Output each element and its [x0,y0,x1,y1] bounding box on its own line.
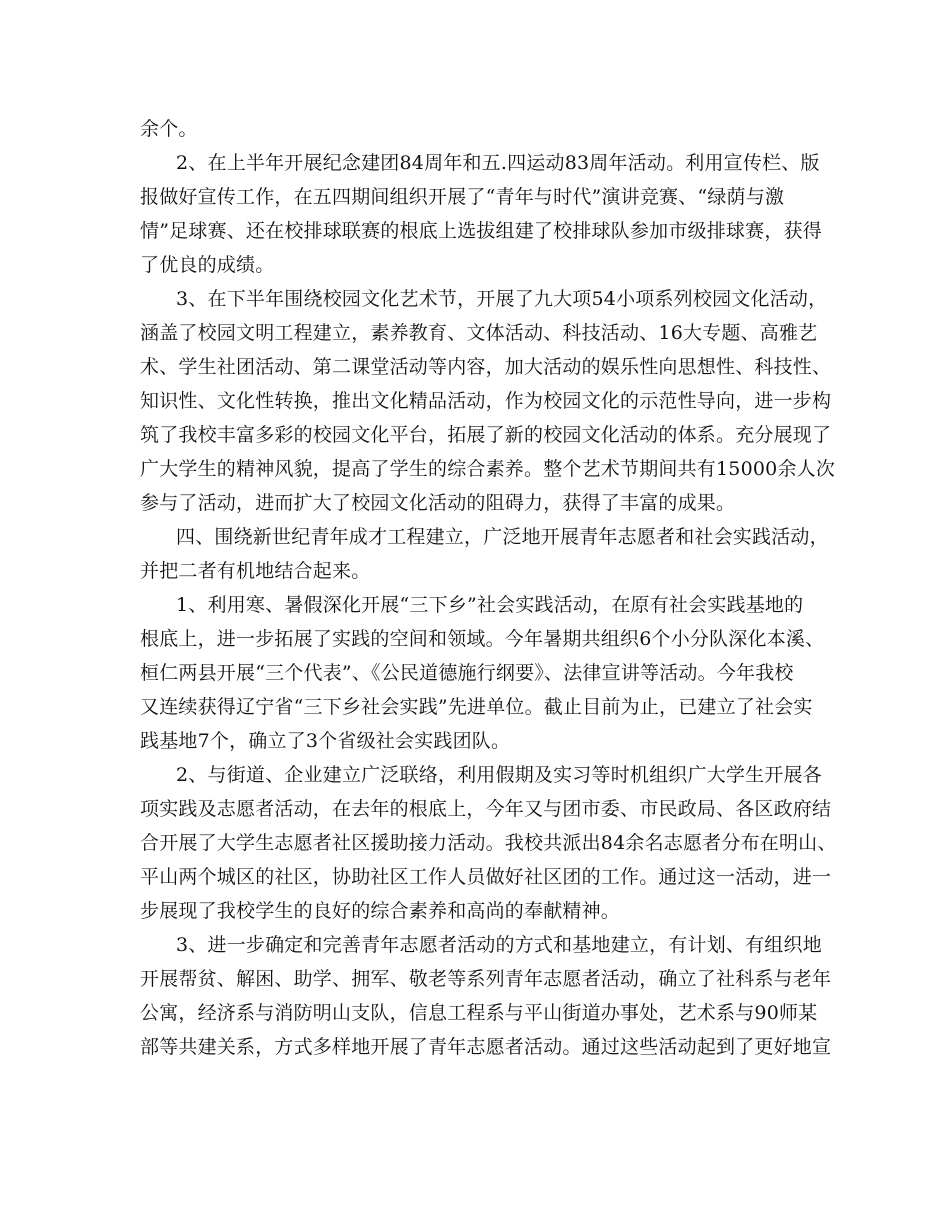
text-line: 了优良的成绩。 [140,254,275,276]
paragraph-start-line: 1、利用寒、暑假深化开展“三下乡”社会实践活动，在原有社会实践基地的 [176,594,804,616]
text-line: 部等共建关系，方式多样地开展了青年志愿者活动。通过这些活动起到了更好地宣 [140,1036,832,1058]
text-line: 情”足球赛、还在校排球联赛的根底上选拔组建了校排球队参加市级排球赛，获得 [140,220,822,242]
paragraph-start-line: 2、与街道、企业建立广泛联络，利用假期及实习等时机组织广大学生开展各 [176,764,822,786]
text-line: 公寓，经济系与消防明山支队，信息工程系与平山街道办事处，艺术系与90师某 [140,1002,818,1024]
paragraph-start-line: 3、在下半年围绕校园文化艺术节，开展了九大项54小项系列校园文化活动， [176,288,828,310]
text-line: 余个。 [140,118,198,140]
text-line: 筑了我校丰富多彩的校园文化平台，拓展了新的校园文化活动的体系。充分展现了 [140,424,832,446]
text-line: 项实践及志愿者活动，在去年的根底上，今年又与团市委、市民政局、各区政府结 [140,798,832,820]
text-line: 根底上，进一步拓展了实践的空间和领域。今年暑期共组织6个小分队深化本溪、 [140,628,825,650]
text-line: 又连续获得辽宁省“三下乡社会实践”先进单位。截止目前为止，已建立了社会实 [140,696,813,718]
text-line: 平山两个城区的社区，协助社区工作人员做好社区团的工作。通过这一活动，进一 [140,866,832,888]
paragraph-start-line: 四、围绕新世纪青年成才工程建立，广泛地开展青年志愿者和社会实践活动， [176,526,829,548]
text-line: 桓仁两县开展“三个代表”、《公民道德施行纲要》、法律宣讲等活动。今年我校 [140,662,794,684]
text-line: 践基地7个，确立了3个省级社会实践团队。 [140,730,511,752]
paragraph-start-line: 2、在上半年开展纪念建团84周年和五.四运动83周年活动。利用宣传栏、版 [176,152,820,174]
text-line: 参与了活动，进而扩大了校园文化活动的阻碍力，获得了丰富的成果。 [140,492,736,514]
document-body [140,112,837,1064]
text-line: 报做好宣传工作，在五四期间组织开展了“青年与时代”演讲竞赛、“绿荫与激 [140,186,785,208]
text-line: 涵盖了校园文明工程建立，素养教育、文体活动、科技活动、16大专题、高雅艺 [140,322,818,344]
text-line: 知识性、文化性转换，推出文化精品活动，作为校园文化的示范性导向，进一步构 [140,390,832,412]
text-line: 并把二者有机地结合起来。 [140,560,371,582]
text-line: 开展帮贫、解困、助学、拥军、敬老等系列青年志愿者活动，确立了社科系与老年 [140,968,832,990]
text-line: 步展现了我校学生的良好的综合素养和高尚的奉献精神。 [140,900,621,922]
text-line: 术、学生社团活动、第二课堂活动等内容，加大活动的娱乐性向思想性、科技性、 [140,356,832,378]
paragraph-start-line: 3、进一步确定和完善青年志愿者活动的方式和基地建立，有计划、有组织地 [176,934,822,956]
text-line: 合开展了大学生志愿者社区援助接力活动。我校共派出84余名志愿者分布在明山、 [140,832,837,854]
text-line: 广大学生的精神风貌，提高了学生的综合素养。整个艺术节期间共有15000余人次 [140,458,836,480]
